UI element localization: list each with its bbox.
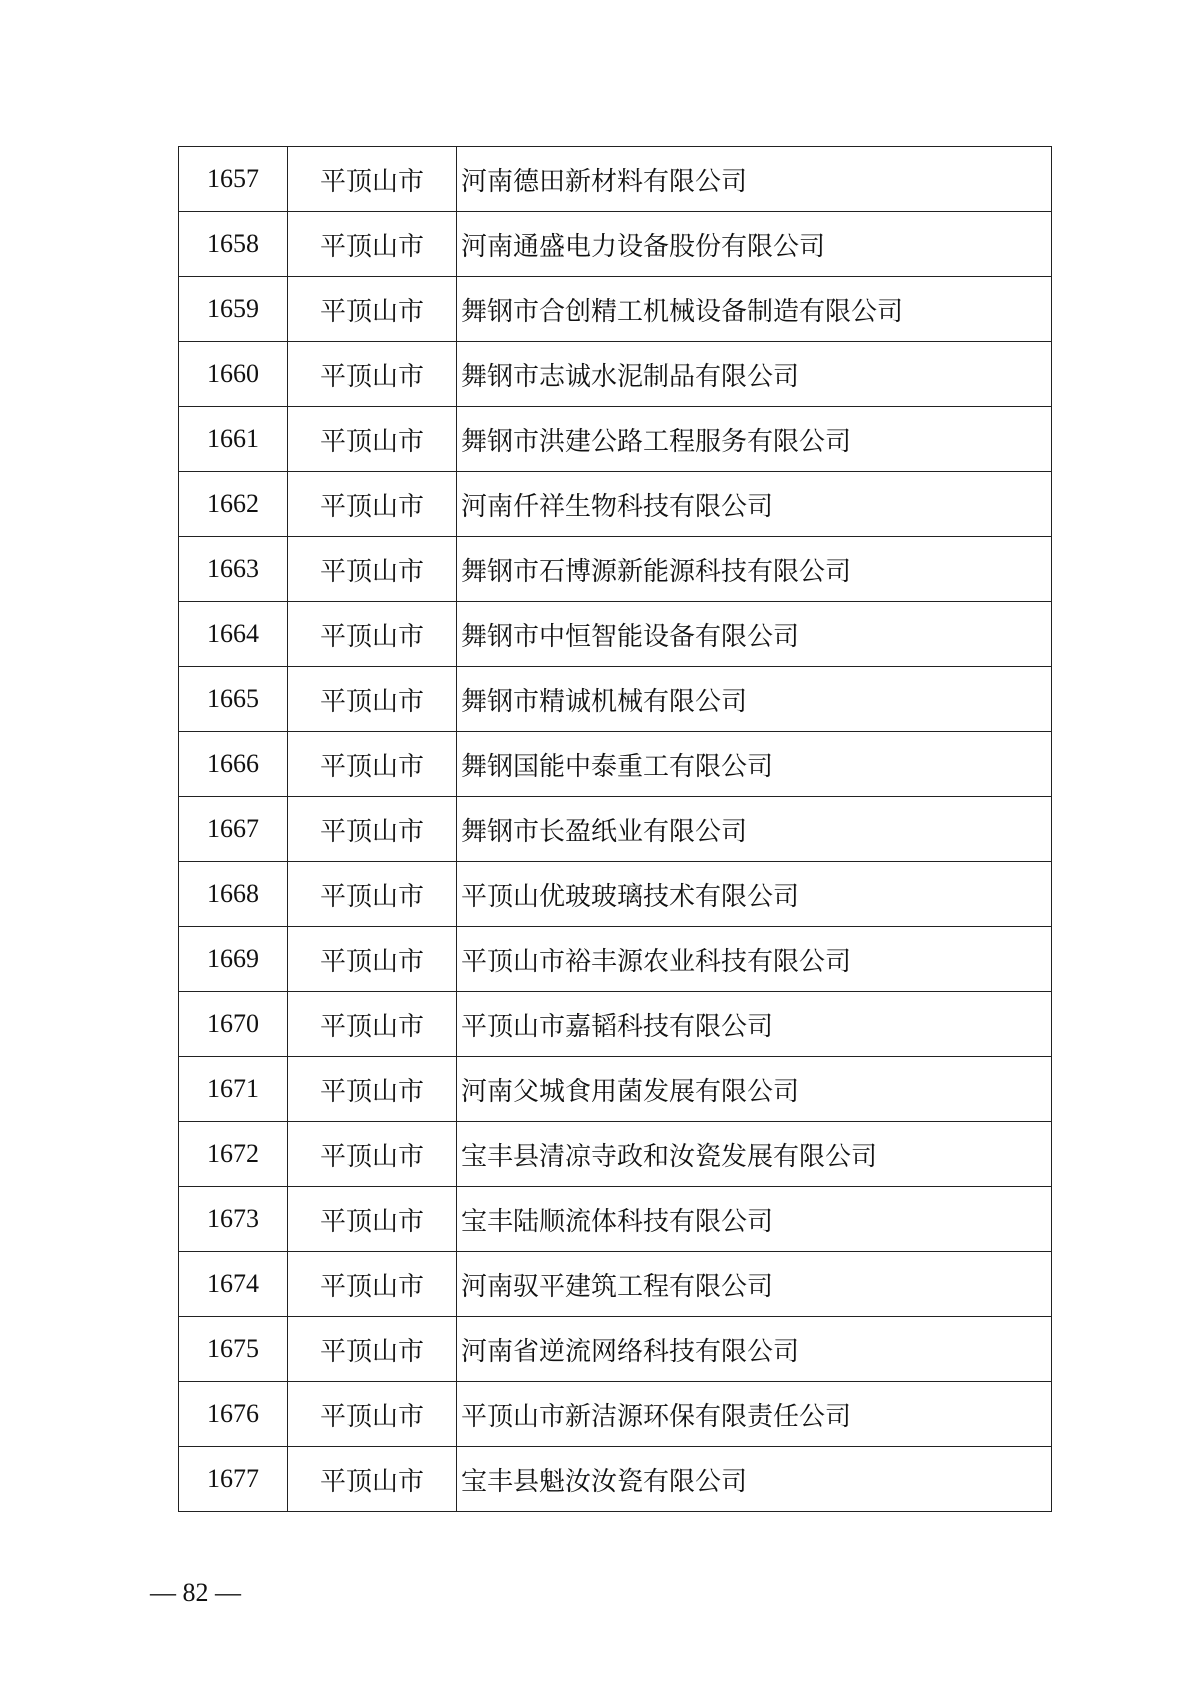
row-number: 1673: [179, 1187, 288, 1252]
row-number: 1659: [179, 277, 288, 342]
table-row: [179, 537, 1052, 602]
row-city: 平顶山市: [288, 1447, 457, 1512]
row-city: 平顶山市: [288, 602, 457, 667]
table-row: [179, 147, 1052, 212]
row-city: 平顶山市: [288, 667, 457, 732]
company-list-table: [178, 146, 1052, 1512]
table-row: [179, 1252, 1052, 1317]
row-city: 平顶山市: [288, 992, 457, 1057]
row-city: 平顶山市: [288, 1187, 457, 1252]
row-company: 宝丰陆顺流体科技有限公司: [457, 1187, 1052, 1252]
table-row: [179, 407, 1052, 472]
row-number: 1677: [179, 1447, 288, 1512]
table-row: [179, 862, 1052, 927]
row-company: 河南省逆流网络科技有限公司: [457, 1317, 1052, 1382]
row-company: 舞钢市长盈纸业有限公司: [457, 797, 1052, 862]
row-city: 平顶山市: [288, 277, 457, 342]
row-number: 1663: [179, 537, 288, 602]
company-list-body: [179, 147, 1052, 1512]
row-company: 平顶山市嘉韬科技有限公司: [457, 992, 1052, 1057]
row-city: 平顶山市: [288, 147, 457, 212]
row-number: 1665: [179, 667, 288, 732]
row-company: 舞钢国能中泰重工有限公司: [457, 732, 1052, 797]
row-city: 平顶山市: [288, 1252, 457, 1317]
row-number: 1670: [179, 992, 288, 1057]
row-city: 平顶山市: [288, 1122, 457, 1187]
row-company: 平顶山优玻玻璃技术有限公司: [457, 862, 1052, 927]
row-city: 平顶山市: [288, 472, 457, 537]
row-company: 平顶山市裕丰源农业科技有限公司: [457, 927, 1052, 992]
row-number: 1662: [179, 472, 288, 537]
table-row: [179, 927, 1052, 992]
row-city: 平顶山市: [288, 1317, 457, 1382]
row-city: 平顶山市: [288, 407, 457, 472]
row-company: 河南驭平建筑工程有限公司: [457, 1252, 1052, 1317]
row-company: 宝丰县魁汝汝瓷有限公司: [457, 1447, 1052, 1512]
table-row: [179, 212, 1052, 277]
row-company: 平顶山市新洁源环保有限责任公司: [457, 1382, 1052, 1447]
row-company: 河南仟祥生物科技有限公司: [457, 472, 1052, 537]
row-city: 平顶山市: [288, 537, 457, 602]
row-company: 宝丰县清凉寺政和汝瓷发展有限公司: [457, 1122, 1052, 1187]
page-number: — 82 —: [150, 1578, 241, 1607]
row-number: 1666: [179, 732, 288, 797]
row-company: 舞钢市洪建公路工程服务有限公司: [457, 407, 1052, 472]
row-city: 平顶山市: [288, 342, 457, 407]
table-row: [179, 1382, 1052, 1447]
table-row: [179, 1187, 1052, 1252]
table-row: [179, 1447, 1052, 1512]
row-number: 1667: [179, 797, 288, 862]
row-city: 平顶山市: [288, 732, 457, 797]
table-row: [179, 1122, 1052, 1187]
row-company: 河南德田新材料有限公司: [457, 147, 1052, 212]
row-number: 1661: [179, 407, 288, 472]
table-row: [179, 797, 1052, 862]
row-number: 1658: [179, 212, 288, 277]
table-row: [179, 1057, 1052, 1122]
row-city: 平顶山市: [288, 797, 457, 862]
table-row: [179, 602, 1052, 667]
row-number: 1676: [179, 1382, 288, 1447]
row-city: 平顶山市: [288, 212, 457, 277]
row-city: 平顶山市: [288, 1382, 457, 1447]
table-row: [179, 992, 1052, 1057]
row-number: 1672: [179, 1122, 288, 1187]
table-row: [179, 732, 1052, 797]
table-row: [179, 667, 1052, 732]
table-row: [179, 472, 1052, 537]
row-number: 1657: [179, 147, 288, 212]
row-company: 舞钢市志诚水泥制品有限公司: [457, 342, 1052, 407]
row-city: 平顶山市: [288, 927, 457, 992]
row-number: 1671: [179, 1057, 288, 1122]
row-city: 平顶山市: [288, 1057, 457, 1122]
row-number: 1675: [179, 1317, 288, 1382]
row-company: 舞钢市中恒智能设备有限公司: [457, 602, 1052, 667]
row-company: 舞钢市石博源新能源科技有限公司: [457, 537, 1052, 602]
row-company: 河南父城食用菌发展有限公司: [457, 1057, 1052, 1122]
table-row: [179, 277, 1052, 342]
row-number: 1668: [179, 862, 288, 927]
row-company: 舞钢市精诚机械有限公司: [457, 667, 1052, 732]
row-city: 平顶山市: [288, 862, 457, 927]
row-number: 1674: [179, 1252, 288, 1317]
table-row: [179, 1317, 1052, 1382]
table-row: [179, 342, 1052, 407]
row-number: 1660: [179, 342, 288, 407]
row-number: 1669: [179, 927, 288, 992]
row-company: 舞钢市合创精工机械设备制造有限公司: [457, 277, 1052, 342]
row-number: 1664: [179, 602, 288, 667]
row-company: 河南通盛电力设备股份有限公司: [457, 212, 1052, 277]
